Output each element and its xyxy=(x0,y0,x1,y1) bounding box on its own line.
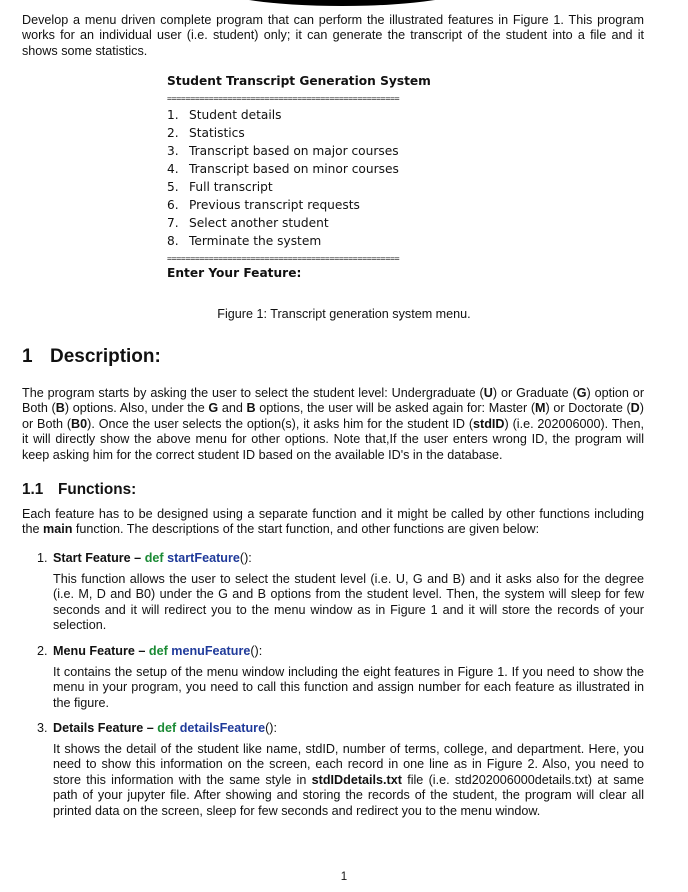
figure-rule-bottom: ================================================== xyxy=(167,253,400,263)
feature-heading: 2. Menu Feature – def menuFeature(): xyxy=(37,644,263,658)
feature-body: It shows the detail of the student like name, stdID, number of terms, college, and department. Here, you need to show this information on the screen, each record in one line as in Figure 2. Also, you need to store this information with the same style in stdIDdetails.txt file (i.e. std202006000details.txt) at same path of your jupyter file. After showing and storing the records of the student, the program will clear all printed data on the screen, sleep for few seconds and redirect you to the menu window. xyxy=(53,742,645,818)
feature-heading: 3. Details Feature – def detailsFeature(): xyxy=(37,721,277,735)
feature-start xyxy=(37,550,644,634)
intro-paragraph: Develop a menu driven complete program that can perform the illustrated features in Figure 1. This program works for an individual user (i.e. student) only; it can generate the transcript of the student into a file and it shows some statistics. xyxy=(22,13,644,58)
feature-details xyxy=(37,720,644,819)
menu-figure xyxy=(167,74,517,280)
menu-item: 1. Student details xyxy=(167,108,282,122)
figure-prompt: Enter Your Feature: xyxy=(167,266,302,280)
menu-item: 6. Previous transcript requests xyxy=(167,198,360,212)
functions-intro-paragraph: Each feature has to be designed using a separate function and it might be called by other functions including the main function. The descriptions of the start function, and other functions are given below: xyxy=(22,507,644,537)
feature-heading: 1. Start Feature – def startFeature(): xyxy=(37,551,252,565)
description-paragraph: The program starts by asking the user to select the student level: Undergraduate (U) or Graduate (G) option or Both (B) options. Also, under the G and B options, the user will be asked again for: Master (M) or Doctorate (D) or Both (B0). Once the user selects the option(s), it asks him for the student ID (stdID) (i.e. 202006000). Then, it will directly show the above menu for other options. Note that,If the user enters wrong ID, the program will keep asking him for the correct student ID based on the available ID's in the database. xyxy=(22,386,645,462)
feature-body: It contains the setup of the menu window including the eight features in Figure 1. If you need to show the menu in your program, you need to call this function and assign number for each feature as illustrated in the figure. xyxy=(53,665,644,710)
figure-rule-top: ================================================== xyxy=(167,93,400,103)
menu-item: 8. Terminate the system xyxy=(167,234,322,248)
feature-body: This function allows the user to select the student level (i.e. U, G and B) and it asks also for the degree (i.e. M, D and B0) under the G and B options from the student level. Then, the system will sleep for few seconds and it will redirect you to the menu window as in Figure 1 and it will store the records of your selection. xyxy=(53,572,644,633)
menu-item: 2. Statistics xyxy=(167,126,245,140)
menu-item: 7. Select another student xyxy=(167,216,329,230)
figure-title: Student Transcript Generation System xyxy=(167,74,431,88)
top-redaction-shape xyxy=(212,0,472,6)
menu-item: 3. Transcript based on major courses xyxy=(167,144,399,158)
subsection-heading: 1.1 Functions: xyxy=(22,481,137,498)
section-heading: 1 Description: xyxy=(22,346,161,367)
page-number: 1 xyxy=(340,871,348,883)
menu-item: 4. Transcript based on minor courses xyxy=(167,162,399,176)
menu-item: 5. Full transcript xyxy=(167,180,273,194)
figure-caption: Figure 1: Transcript generation system menu. xyxy=(217,307,471,321)
menu-list xyxy=(167,106,517,250)
feature-menu xyxy=(37,643,644,711)
